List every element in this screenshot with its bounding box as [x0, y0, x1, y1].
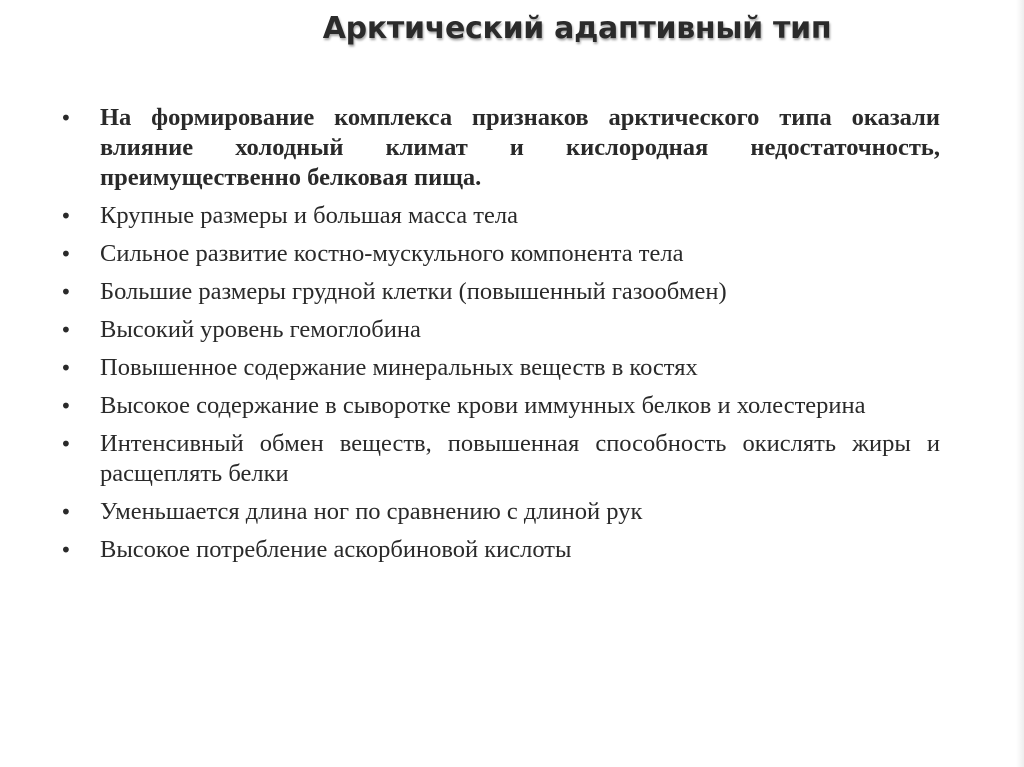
bullet-text: Высокий уровень гемоглобина: [100, 316, 421, 343]
bullet-icon: •: [60, 356, 72, 380]
bullet-icon: •: [60, 318, 72, 342]
bullet-item: [60, 353, 940, 383]
slide-edge-shadow: [1016, 0, 1024, 767]
bullet-text: Сильное развитие костно-мускульного компонента тела: [100, 240, 684, 267]
bullet-item: [60, 429, 940, 489]
bullet-icon: •: [60, 500, 72, 524]
bullet-text: Повышенное содержание минеральных веществ в костях: [100, 354, 698, 381]
slide-title: Арктический адаптивный тип: [322, 11, 832, 46]
bullet-list: [60, 103, 940, 573]
bullet-text: Крупные размеры и большая масса тела: [100, 202, 518, 229]
bullet-text: Большие размеры грудной клетки (повышенный газообмен): [100, 278, 727, 305]
bullet-icon: •: [60, 106, 72, 130]
bullet-item: [60, 315, 940, 345]
bullet-icon: •: [60, 280, 72, 304]
bullet-text: Высокое содержание в сыворотке крови иммунных белков и холестерина: [100, 392, 866, 419]
bullet-icon: •: [60, 538, 72, 562]
bullet-icon: •: [60, 242, 72, 266]
bullet-item: [60, 201, 940, 231]
bullet-text: Уменьшается длина ног по сравнению с длиной рук: [100, 498, 643, 525]
bullet-item: [60, 497, 940, 527]
bullet-item: [60, 535, 940, 565]
bullet-text: На формирование комплекса признаков арктического типа оказали влияние холодный климат и кислородная недостаточность, преимущественно белковая пища.: [100, 104, 940, 191]
bullet-text: Высокое потребление аскорбиновой кислоты: [100, 536, 572, 563]
bullet-item: [60, 103, 940, 193]
bullet-item: [60, 277, 940, 307]
bullet-item: [60, 391, 940, 421]
bullet-item: [60, 239, 940, 269]
bullet-icon: •: [60, 204, 72, 228]
bullet-icon: •: [60, 432, 72, 456]
bullet-icon: •: [60, 394, 72, 418]
bullet-text: Интенсивный обмен веществ, повышенная способность окислять жиры и расщеплять белки: [100, 430, 940, 487]
